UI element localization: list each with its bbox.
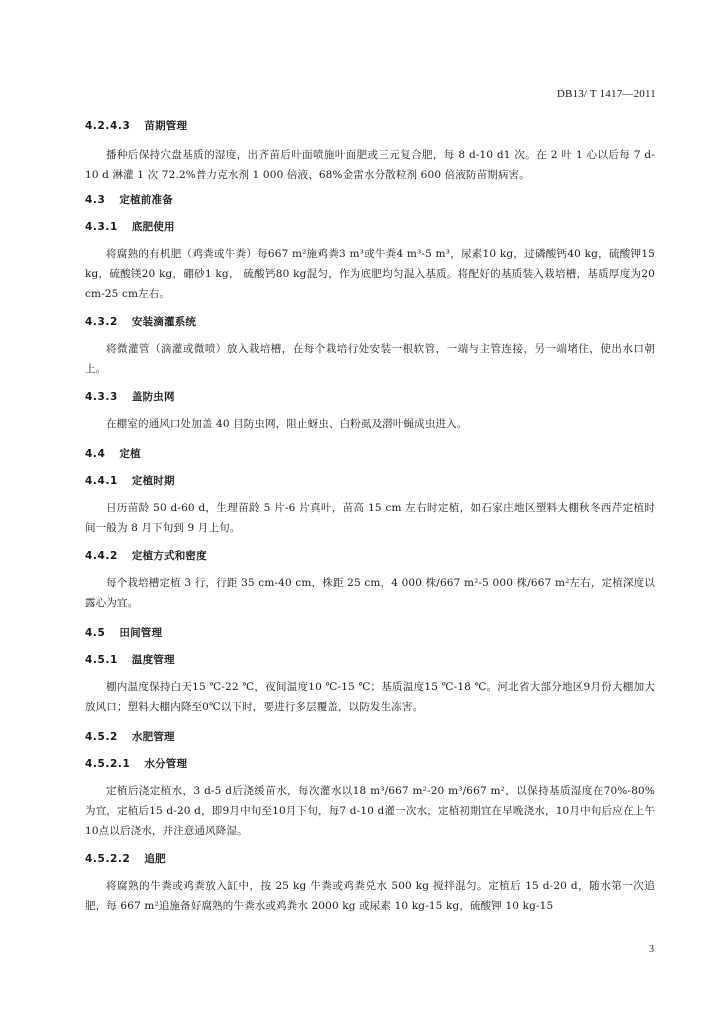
standard-code: DB13/ T 1417—2011	[556, 88, 656, 100]
section-number: 4.5	[85, 627, 106, 639]
section-paragraph: 日历苗龄 50 d-60 d，生理苗龄 5 片-6 片真叶，苗高 15 cm 左右时定植，如石家庄地区塑料大棚秋冬西芹定植时间一般为 8 月下旬到 9 月上旬。	[85, 502, 655, 534]
section-number: 4.2.4.3	[85, 120, 131, 132]
section-paragraph: 将微灌管（滴灌或微喷）放入栽培槽，在每个栽培行处安装一根软管，一端与主管连接，另一端堵住，使出水口朝上。	[85, 343, 655, 375]
section-heading	[85, 548, 655, 563]
section-title: 温度管理	[131, 654, 175, 666]
section-heading	[85, 118, 655, 133]
section-heading	[85, 851, 655, 866]
section-number: 4.3	[85, 194, 106, 206]
section-paragraph: 棚内温度保持白天15 ℃-22 ℃，夜间温度10 ℃-15 ℃；基质温度15 ℃-18 ℃。河北省大部分地区9月份大棚加大放风口；塑料大棚内降至0℃以下时，要进行多层覆盖，以防发生冻害。	[85, 681, 655, 713]
section-title: 定植	[119, 448, 141, 460]
section-number: 4.3.1	[85, 221, 118, 233]
section-number: 4.3.3	[85, 391, 118, 403]
section-number: 4.3.2	[85, 316, 118, 328]
section-number: 4.5.2.2	[85, 853, 131, 865]
section-paragraph: 定植后浇定植水，3 d-5 d后浇缓苗水，每次灌水以18 m³/667 m²-20 m³/667 m²，以保持基质湿度在70%-80%为宜，定植后15 d-20 d，即9月中旬至10月下旬，每7 d-10 d灌一次水，定植初期宜在早晚浇水，10月中旬后应在上午10点以后浇水，并注意通风降湿。	[85, 785, 655, 837]
section-heading	[85, 729, 655, 744]
section-paragraph: 每个栽培槽定植 3 行，行距 35 cm-40 cm，株距 25 cm，4 000 株/667 m²-5 000 株/667 m²左右，定植深度以露心为宜。	[85, 577, 655, 609]
document-body	[85, 118, 655, 916]
section-number: 4.5.2.1	[85, 758, 131, 770]
page-number: 3	[649, 944, 654, 955]
section-heading	[85, 192, 655, 207]
section-heading	[85, 652, 655, 667]
section-title: 盖防虫网	[131, 391, 175, 403]
section-heading	[85, 314, 655, 329]
section-heading	[85, 473, 655, 488]
section-title: 追肥	[144, 853, 166, 865]
section-heading	[85, 219, 655, 234]
section-paragraph: 播种后保持穴盘基质的湿度，出齐苗后叶面喷施叶面肥或三元复合肥，每 8 d-10 d1 次。在 2 叶 1 心以后每 7 d-10 d 淋灌 1 次 72.2%普力克水剂 1 000 倍液、68%金雷水分散粒剂 600 倍液防苗期病害。	[85, 149, 655, 181]
section-heading	[85, 446, 655, 461]
section-paragraph: 将腐熟的牛粪或鸡粪放入缸中，按 25 kg 牛粪或鸡粪兑水 500 kg 搅拌混匀。定植后 15 d-20 d，随水第一次追肥，每 667 m²追施备好腐熟的牛粪水或鸡粪水 2000 kg 或尿素 10 kg-15 kg，硫酸钾 10 kg-15	[85, 880, 655, 912]
section-title: 水肥管理	[131, 731, 175, 743]
section-number: 4.4.2	[85, 550, 118, 562]
section-heading	[85, 389, 655, 404]
section-number: 4.5.1	[85, 654, 118, 666]
section-paragraph: 将腐熟的有机肥（鸡粪或牛粪）每667 m²施鸡粪3 m³或牛粪4 m³-5 m³，尿素10 kg，过磷酸钙40 kg，硫酸钾15 kg，硫酸镁20 kg，硼砂1 kg， 硫酸钙80 kg混匀，作为底肥均匀混入基质。将配好的基质装入栽培槽，基质厚度为20 cm-25 cm左右。	[85, 248, 655, 300]
section-title: 安装滴灌系统	[131, 316, 197, 328]
section-title: 苗期管理	[144, 120, 188, 132]
section-title: 田间管理	[119, 627, 163, 639]
section-heading	[85, 625, 655, 640]
section-number: 4.4.1	[85, 475, 118, 487]
section-number: 4.5.2	[85, 731, 118, 743]
section-title: 定植前准备	[119, 194, 173, 206]
section-title: 定植时期	[131, 475, 175, 487]
section-number: 4.4	[85, 448, 106, 460]
section-paragraph: 在棚室的通风口处加盖 40 目防虫网，阻止蚜虫、白粉虱及潜叶蝇成虫进入。	[106, 418, 468, 430]
section-title: 水分管理	[144, 758, 188, 770]
section-title: 底肥使用	[131, 221, 175, 233]
section-title: 定植方式和密度	[131, 550, 207, 562]
section-heading	[85, 756, 655, 771]
